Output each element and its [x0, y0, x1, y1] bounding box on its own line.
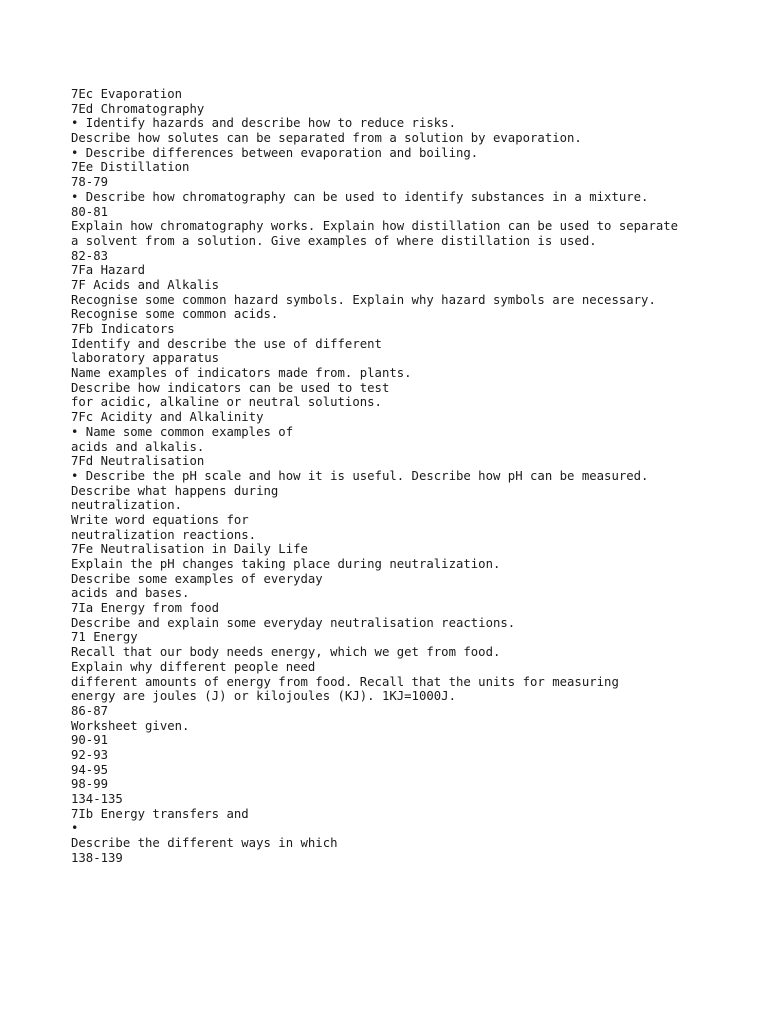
text-line: 7Fa Hazard [71, 263, 146, 278]
text-line: neutralization. [71, 498, 183, 513]
text-line: 90-91 [71, 733, 109, 748]
text-line: 7Ib Energy transfers and [71, 806, 249, 821]
text-line: Describe how indicators can be used to test [71, 380, 390, 395]
text-line: Describe some examples of everyday [71, 571, 323, 586]
text-line: 138-139 [71, 850, 123, 865]
text-line: 92-93 [71, 747, 109, 762]
text-line: 82-83 [71, 248, 109, 263]
text-line: acids and alkalis. [71, 439, 205, 454]
text-line: acids and bases. [71, 586, 190, 601]
text-line: Write word equations for [71, 512, 249, 527]
text-line: 80-81 [71, 204, 109, 219]
text-line: neutralization reactions. [71, 527, 257, 542]
text-line: • Describe how chromatography can be used to identify substances in a mixture. [71, 189, 649, 204]
text-line: 7F Acids and Alkalis [71, 277, 220, 292]
text-line: energy are joules (J) or kilojoules (KJ). 1KJ=1000J. [71, 689, 456, 704]
text-line: 7Ee Distillation [71, 160, 190, 175]
text-line: for acidic, alkaline or neutral solutions. [71, 395, 382, 410]
text-line: Explain the pH changes taking place during neutralization. [71, 557, 501, 571]
text-line: 134-135 [71, 792, 123, 806]
text-line: 7Ec Evaporation [71, 87, 183, 101]
text-line: 7Ed Chromatography [71, 101, 205, 116]
text-line: different amounts of energy from food. Recall that the units for measuring [71, 674, 619, 689]
text-line: Explain how chromatography works. Explain how distillation can be used to separate [71, 219, 679, 234]
text-line: 78-79 [71, 175, 109, 190]
text-line: Describe the different ways in which [71, 836, 338, 851]
text-line: Identify and describe the use of different [71, 336, 382, 351]
text-line: Recall that our body needs energy, which we get from food. [71, 645, 501, 660]
text-line: Describe what happens during [71, 483, 279, 498]
text-line: • [71, 821, 79, 836]
text-line: 86-87 [71, 703, 109, 718]
text-line: Name examples of indicators made from. plants. [71, 366, 412, 381]
text-line: Worksheet given. [71, 718, 190, 733]
text-line: • Describe the pH scale and how it is useful. Describe how pH can be measured. [71, 468, 649, 483]
text-line: Recognise some common acids. [71, 307, 279, 322]
text-line: • Name some common examples of [71, 424, 294, 439]
text-line: 7Ia Energy from food [71, 601, 220, 616]
text-line: 7Fd Neutralisation [71, 454, 205, 469]
text-line: Describe and explain some everyday neutralisation reactions. [71, 615, 516, 630]
text-line: Recognise some common hazard symbols. Explain why hazard symbols are necessary. [71, 292, 656, 307]
text-line: laboratory apparatus [71, 351, 220, 366]
text-line: a solvent from a solution. Give examples of where distillation is used. [71, 233, 597, 248]
text-line: 98-99 [71, 777, 109, 792]
text-line: • Identify hazards and describe how to reduce risks. [71, 116, 456, 131]
text-line: 71 Energy [71, 630, 138, 645]
text-line: 7Fb Indicators [71, 322, 175, 336]
text-line: • Describe differences between evaporation and boiling. [71, 145, 479, 160]
text-line: Explain why different people need [71, 659, 316, 674]
text-line: 7Fe Neutralisation in Daily Life [71, 542, 308, 557]
text-line: 94-95 [71, 762, 109, 777]
text-line: Describe how solutes can be separated from a solution by evaporation. [71, 131, 582, 146]
text-line: 7Fc Acidity and Alkalinity [71, 410, 264, 425]
document-page [71, 87, 761, 865]
